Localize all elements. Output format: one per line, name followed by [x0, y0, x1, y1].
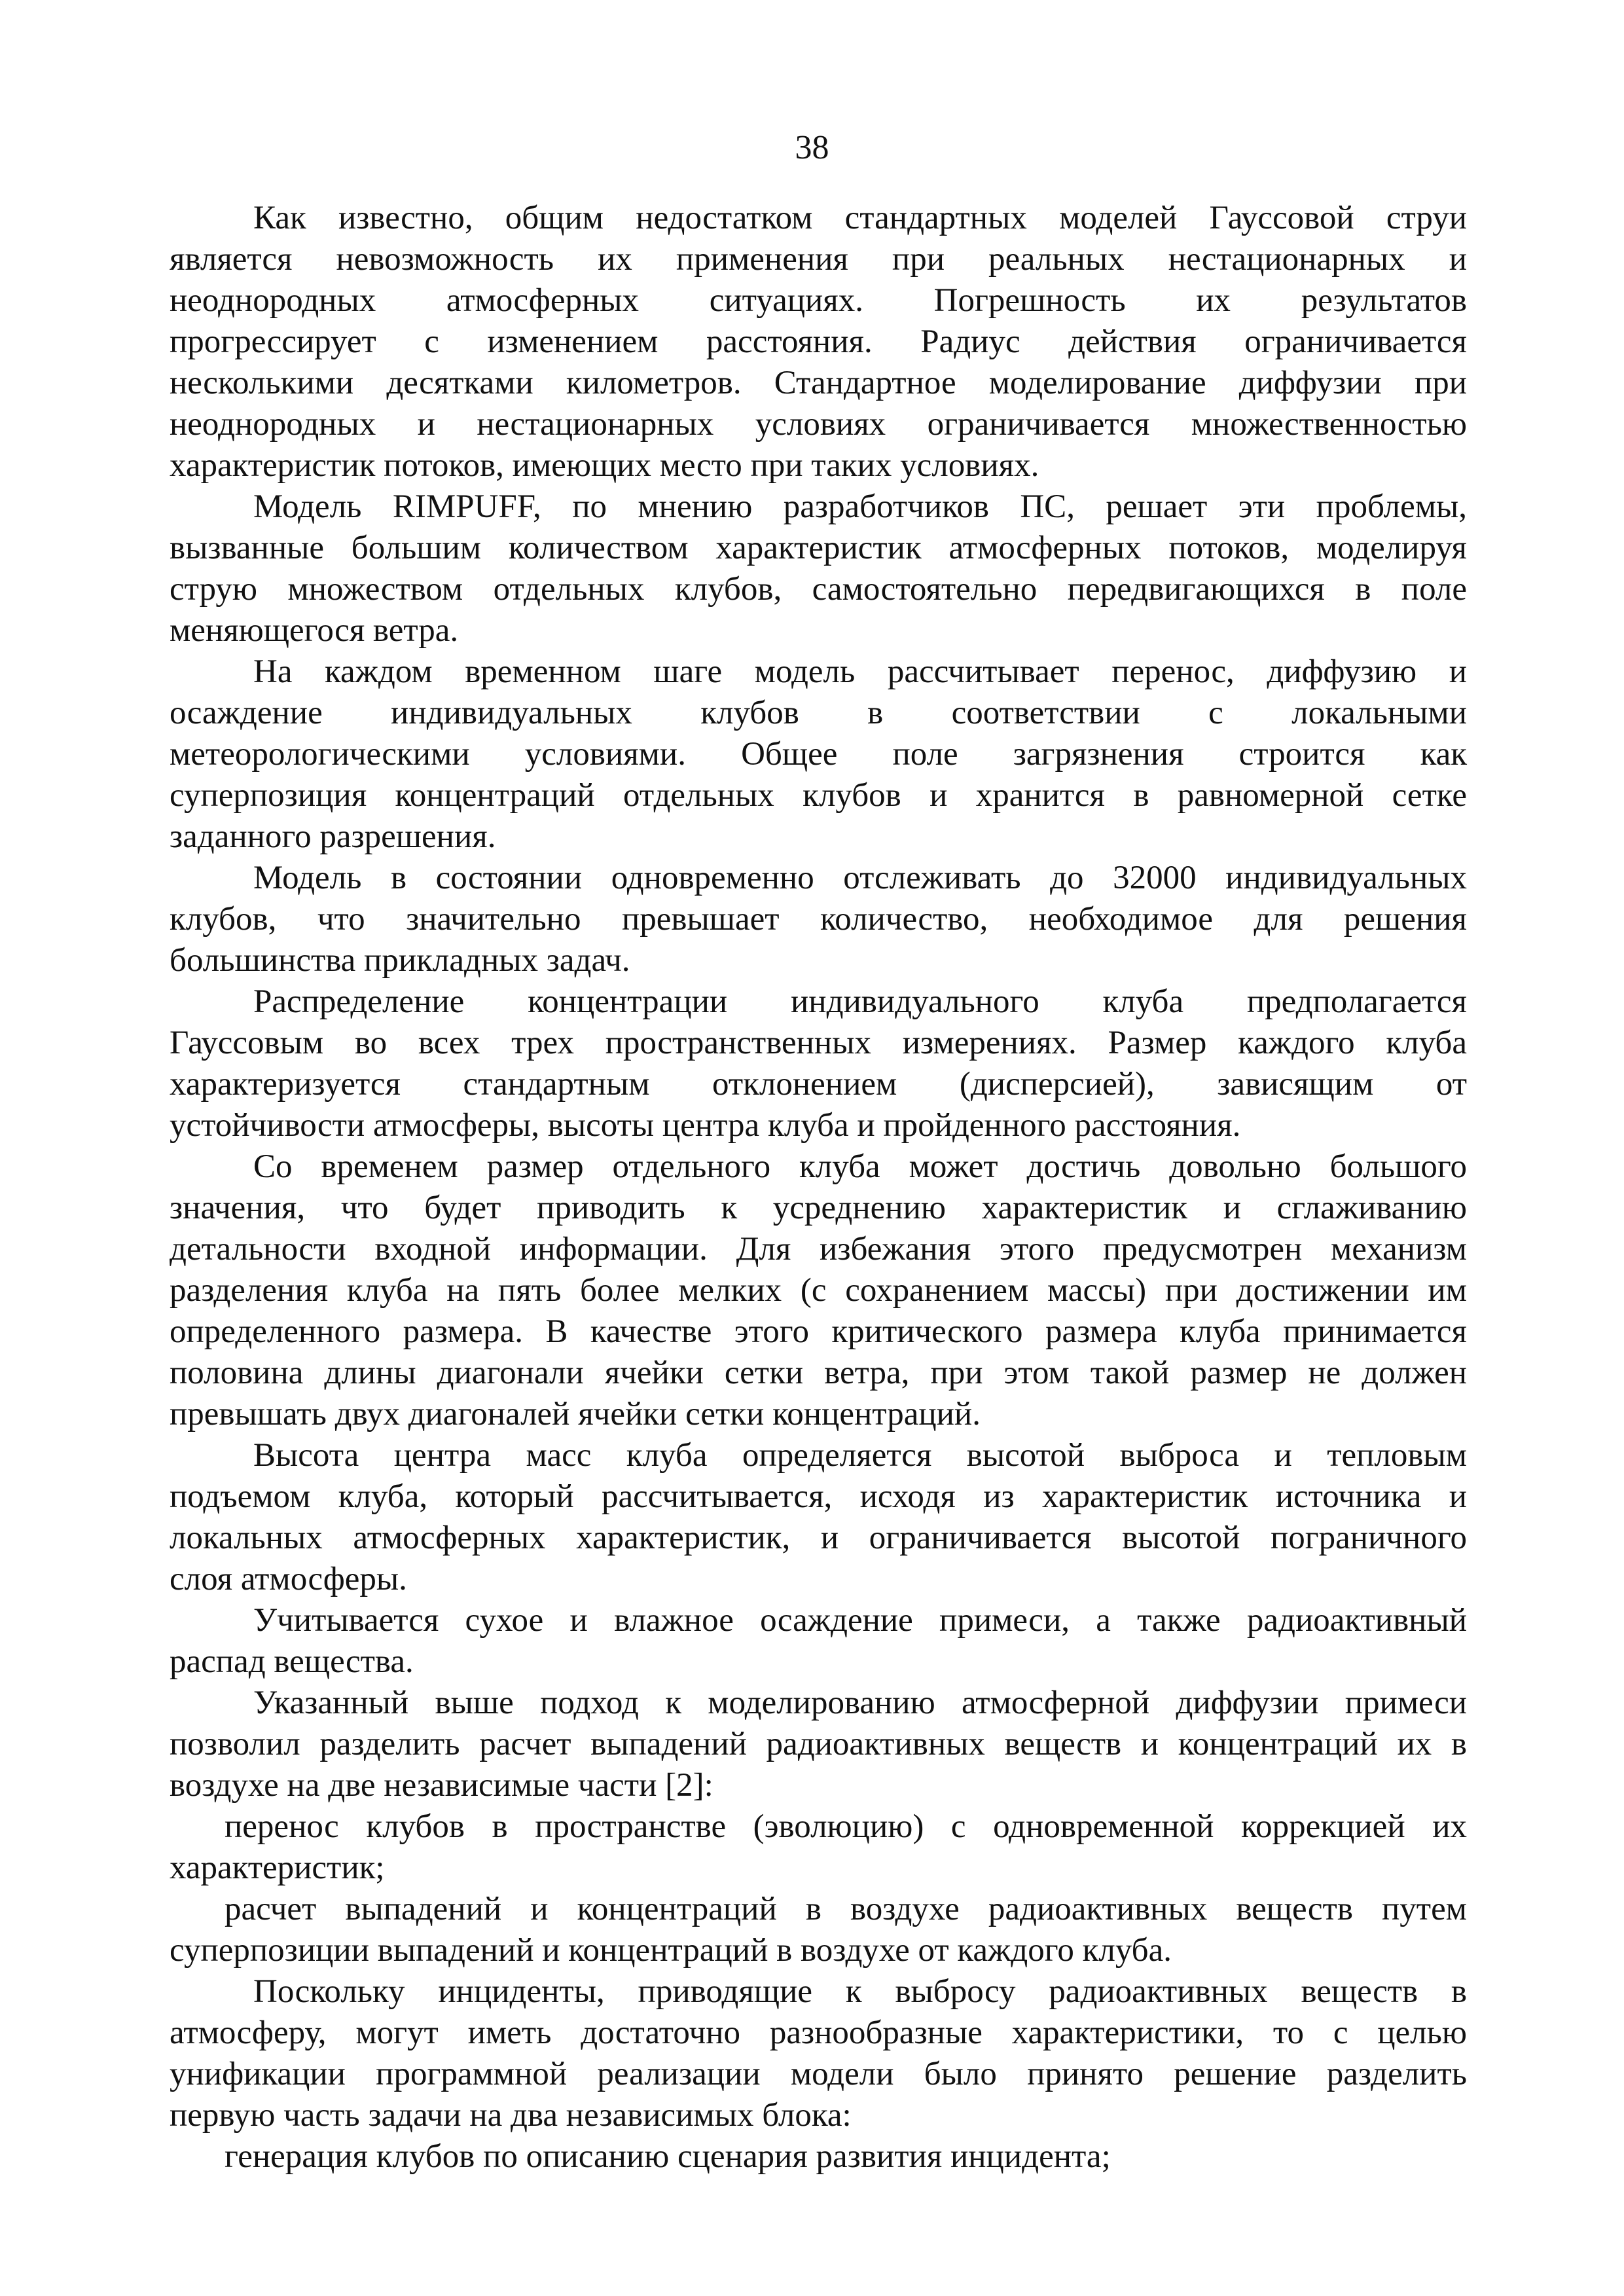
text-line: Модель в состоянии одновременно отслеживать до 32000 индивидуальных — [253, 860, 1467, 896]
text-line: Модель RIMPUFF, по мнению разработчиков ПС, решает эти проблемы, — [253, 488, 1467, 525]
text-line: Поскольку инциденты, приводящие к выбросу радиоактивных веществ в — [253, 1973, 1467, 2010]
text-line: суперпозиции выпадений и концентраций в воздухе от каждого клуба. — [170, 1932, 1172, 1969]
text-line: большинства прикладных задач. — [170, 942, 630, 979]
paragraph — [170, 1971, 1467, 2136]
text-line: неоднородных и нестационарных условиях ограничивается множественностью — [170, 406, 1467, 443]
text-line: позволил разделить расчет выпадений радиоактивных веществ и концентраций их в — [170, 1726, 1467, 1762]
text-line: меняющегося ветра. — [170, 612, 459, 649]
list-item — [170, 1806, 1467, 1889]
text-line: устойчивости атмосферы, высоты центра клуба и пройденного расстояния. — [170, 1107, 1241, 1144]
page-number: 38 — [795, 129, 829, 166]
paragraph — [170, 858, 1467, 981]
text-line: Гауссовым во всех трех пространственных измерениях. Размер каждого клуба — [170, 1025, 1467, 1061]
text-line: расчет выпадений и концентраций в воздухе радиоактивных веществ путем — [225, 1891, 1467, 1927]
list-item — [170, 1889, 1467, 1971]
paragraph — [170, 486, 1467, 651]
text-line: слоя атмосферы. — [170, 1561, 407, 1597]
text-line: атмосферу, могут иметь достаточно разнообразные характеристики, то с целью — [170, 2014, 1467, 2051]
text-line: разделения клуба на пять более мелких (с сохранением массы) при достижении им — [170, 1272, 1467, 1309]
paragraph — [170, 1146, 1467, 1435]
paragraph — [170, 651, 1467, 858]
text-line: унификации программной реализации модели было принято решение разделить — [170, 2056, 1467, 2092]
text-line: воздухе на две независимые части [2]: — [170, 1767, 713, 1804]
text-line: локальных атмосферных характеристик, и ограничивается высотой пограничного — [170, 1520, 1467, 1556]
text-line: заданного разрешения. — [170, 818, 496, 855]
text-line: метеорологическими условиями. Общее поле загрязнения строится как — [170, 736, 1467, 773]
text-line: Со временем размер отдельного клуба может достичь довольно большого — [253, 1148, 1467, 1185]
text-line: прогрессирует с изменением расстояния. Радиус действия ограничивается — [170, 323, 1467, 360]
list-item — [170, 2136, 1467, 2178]
paragraph — [170, 981, 1467, 1146]
paragraph — [170, 1600, 1467, 1683]
text-line: несколькими десятками километров. Стандартное моделирование диффузии при — [170, 365, 1467, 401]
text-line: Высота центра масс клуба определяется высотой выброса и тепловым — [253, 1437, 1467, 1474]
paragraph — [170, 1435, 1467, 1600]
paragraph — [170, 198, 1467, 486]
text-line: струю множеством отдельных клубов, самостоятельно передвигающихся в поле — [170, 571, 1467, 608]
text-line: Указанный выше подход к моделированию атмосферной диффузии примеси — [253, 1685, 1467, 1721]
text-line: вызванные большим количеством характеристик атмосферных потоков, моделируя — [170, 530, 1467, 566]
text-line: характеристик потоков, имеющих место при таких условиях. — [170, 447, 1039, 484]
text-line: является невозможность их применения при реальных нестационарных и — [170, 241, 1467, 278]
text-line: значения, что будет приводить к усреднению характеристик и сглаживанию — [170, 1190, 1467, 1226]
text-line: превышать двух диагоналей ячейки сетки концентраций. — [170, 1396, 981, 1432]
text-line: определенного размера. В качестве этого критического размера клуба принимается — [170, 1313, 1467, 1350]
text-line: перенос клубов в пространстве (эволюцию) с одновременной коррекцией их — [225, 1808, 1467, 1845]
body-text — [170, 198, 1467, 2178]
text-line: характеризуется стандартным отклонением (дисперсией), зависящим от — [170, 1066, 1467, 1102]
text-line: осаждение индивидуальных клубов в соответствии с локальными — [170, 695, 1467, 731]
text-line: суперпозиция концентраций отдельных клубов и хранится в равномерной сетке — [170, 777, 1467, 814]
text-line: детальности входной информации. Для избежания этого предусмотрен механизм — [170, 1231, 1467, 1267]
text-line: Распределение концентрации индивидуального клуба предполагается — [253, 983, 1467, 1020]
text-line: Учитывается сухое и влажное осаждение примеси, а также радиоактивный — [253, 1602, 1467, 1639]
text-line: клубов, что значительно превышает количество, необходимое для решения — [170, 901, 1467, 938]
text-line: половина длины диагонали ячейки сетки ветра, при этом такой размер не должен — [170, 1355, 1467, 1391]
text-line: генерация клубов по описанию сценария развития инцидента; — [225, 2138, 1111, 2175]
text-line: Как известно, общим недостатком стандартных моделей Гауссовой струи — [253, 200, 1467, 236]
text-line: первую часть задачи на два независимых блока: — [170, 2097, 852, 2134]
text-line: неоднородных атмосферных ситуациях. Погрешность их результатов — [170, 282, 1467, 319]
text-line: характеристик; — [170, 1850, 385, 1886]
text-line: распад вещества. — [170, 1643, 414, 1680]
text-line: подъемом клуба, который рассчитывается, исходя из характеристик источника и — [170, 1478, 1467, 1515]
paragraph — [170, 1683, 1467, 1806]
text-line: На каждом временном шаге модель рассчитывает перенос, диффузию и — [253, 653, 1467, 690]
